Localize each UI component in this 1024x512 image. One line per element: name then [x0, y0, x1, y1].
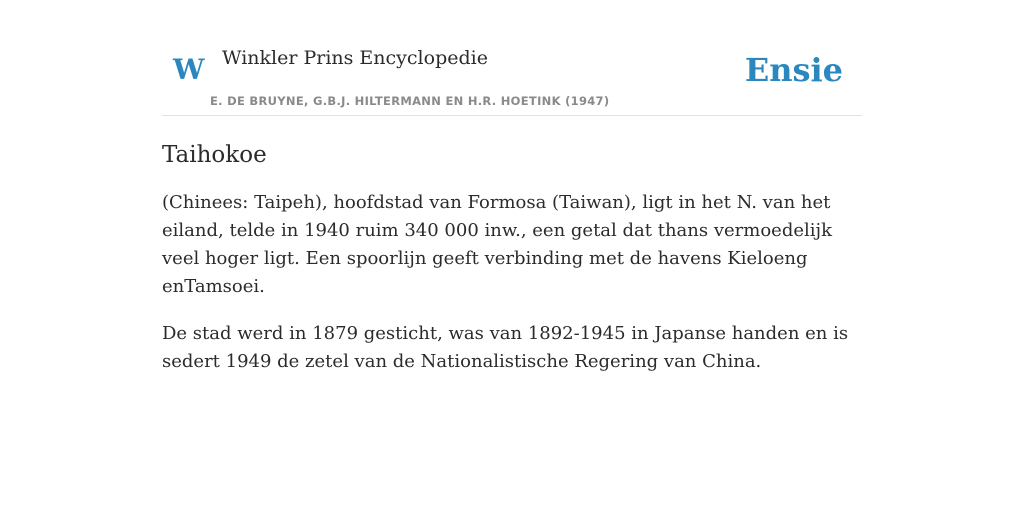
- publication-title: Winkler Prins Encyclopedie: [222, 47, 488, 69]
- publication-authors: E. DE BRUYNE, G.B.J. HILTERMANN EN H.R. HOETINK (1947): [210, 94, 610, 108]
- page: [162, 40, 862, 376]
- article-paragraph: De stad werd in 1879 gesticht, was van 1892-1945 in Japanse handen en is sedert 1949 de zetel van de Nationalistische Regering van China.: [162, 323, 849, 372]
- article: [162, 140, 862, 376]
- publication-header: [162, 40, 862, 116]
- article-paragraph: (Chinees: Taipeh), hoofdstad van Formosa (Taiwan), ligt in het N. van het eiland, telde in 1940 ruim 340 000 inw., een getal dat thans vermoedelijk veel hoger ligt. Een spoorlijn geeft verbinding met de havens Kieloeng enTamsoei.: [162, 192, 832, 297]
- publication-logo[interactable]: W: [173, 53, 205, 86]
- ensie-brand-link[interactable]: Ensie: [744, 51, 843, 89]
- article-title: Taihokoe: [162, 142, 267, 168]
